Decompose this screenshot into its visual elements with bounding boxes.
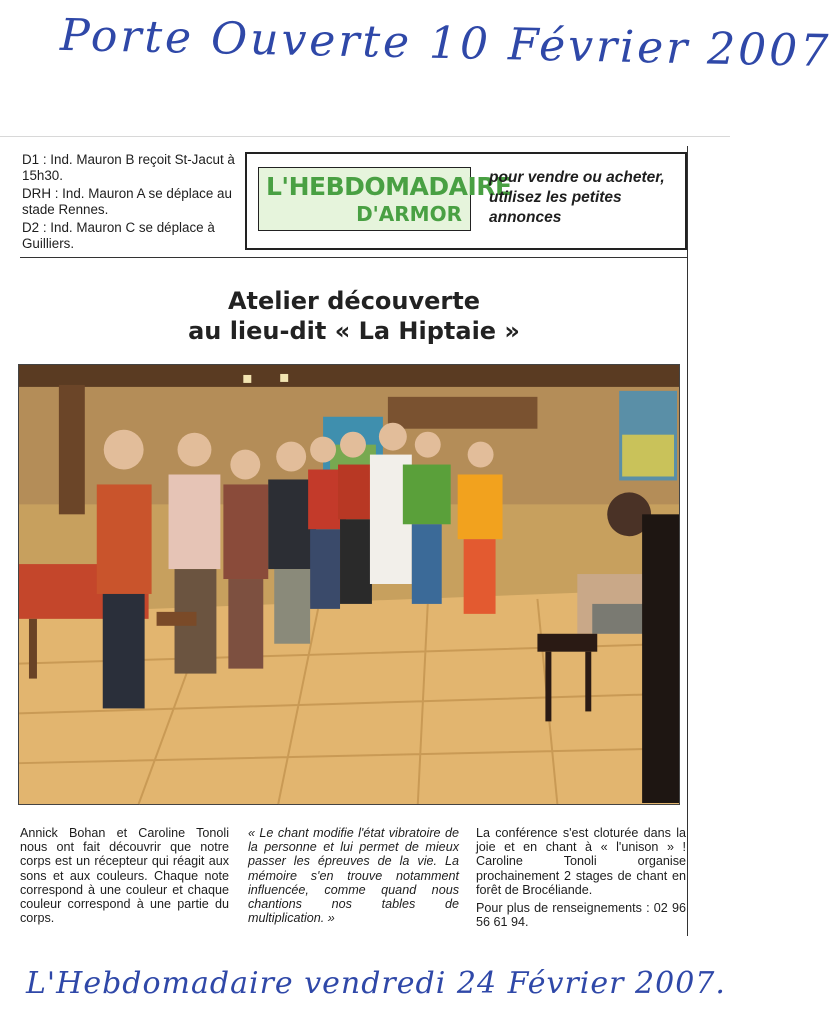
contact-info: Pour plus de renseignements : 02 96 56 61 94. — [476, 901, 686, 930]
article-column-2 — [248, 826, 459, 929]
article-paragraph: La conférence s'est cloturée dans la joie et en chant à « l'unison » ! Caroline Tonoli organise prochainement 2 stages de chant en forêt de Brocéliande. — [476, 826, 686, 897]
sports-results-column — [22, 152, 237, 254]
article-quote: « Le chant modifie l'état vibratoire de la personne et lui permet de mieux passer les épreuves de la vie. La mémoire s'en trouve notamment influencée, comme quand nous chantions nos tables de multiplication. » — [248, 826, 459, 926]
advert-text: pour vendre ou acheter, utilisez les petites annonces — [489, 169, 665, 226]
headline-line-1: Atelier découverte — [227, 287, 480, 315]
article-column-1 — [20, 826, 229, 929]
article-headline — [20, 286, 688, 346]
article-photo — [18, 364, 680, 805]
logo-main-text: L'HEBDOMADAIRE — [266, 172, 512, 201]
classifieds-advert — [245, 152, 687, 250]
sports-item: D1 : Ind. Mauron B reçoit St-Jacut à 15h30. — [22, 152, 235, 183]
newspaper-logo — [258, 167, 512, 231]
clipping-top-edge — [0, 136, 730, 137]
article-paragraph: Annick Bohan et Caroline Tonoli nous ont fait découvrir que notre corps est un récepteur qui réagit aux sons et aux couleurs. Chaque note correspond à une couleur et chaque couleur correspond à une partie du corps. — [20, 826, 229, 926]
sports-item: DRH : Ind. Mauron A se déplace au stade Rennes. — [22, 186, 232, 217]
section-rule — [20, 257, 688, 258]
logo-sub-text: D'ARMOR — [356, 202, 462, 226]
sports-item: D2 : Ind. Mauron C se déplace à Guilliers. — [22, 220, 215, 251]
handwritten-bottom-note: L'Hebdomadaire vendredi 24 Février 2007. — [26, 966, 726, 1001]
headline-line-2: au lieu-dit « La Hiptaie » — [188, 317, 520, 345]
handwritten-top-note: Porte Ouverte 10 Février 2007 — [59, 9, 832, 78]
column-rule — [687, 146, 688, 936]
article-column-3 — [476, 826, 686, 933]
